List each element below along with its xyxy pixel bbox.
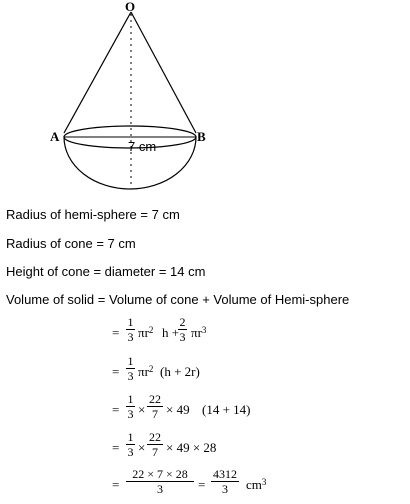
pi-r-squared: $\pi r^2$ [138,325,154,340]
radius-hemisphere-text: Radius of hemi-sphere = 7 cm [6,207,180,222]
denominator: 3 [222,482,228,496]
equals-sign: = [112,325,120,340]
numerator: 4312 [213,467,237,481]
paren-14-plus-14: (14 + 14) [202,402,251,417]
math-row-2 [112,355,252,387]
equals-sign: = [112,477,120,492]
fraction-result [211,468,239,495]
numerator: 22 [149,392,161,406]
fraction-product [126,468,194,495]
times-49-times-28: × 49 × 28 [166,440,217,455]
denominator: 3 [157,482,163,496]
unit-cm-cubed: $cm^3$ [246,477,267,492]
label-b: B [197,129,206,144]
numerator: 1 [127,315,134,329]
pi-r-squared: $\pi r^2$ [138,364,154,379]
math-row-1 [112,316,252,348]
fraction-one-third [126,316,135,343]
numerator: 2 [179,315,186,329]
fraction-one-third [126,355,135,382]
label-diameter: 7 cm [128,139,157,154]
fraction-two-thirds [178,316,187,343]
numerator: 1 [127,354,134,368]
math-row-4 [112,431,312,463]
fraction-one-third [126,431,135,458]
denominator: 3 [127,369,134,383]
height-cone-text: Height of cone = diameter = 14 cm [6,264,206,279]
times-49: × 49 [166,402,190,417]
label-a: A [50,129,60,144]
equals-sign: = [112,364,120,379]
fraction-22-7 [147,393,163,420]
equals-sign: = [198,477,206,492]
denominator: 3 [127,330,134,344]
cone-right-edge [131,12,196,133]
denominator: 3 [179,330,186,344]
denominator: 3 [127,445,134,459]
equals-sign: = [112,402,120,417]
cone-left-edge [64,12,131,133]
numerator: 22 × 7 × 28 [132,467,188,481]
numerator: 22 [149,430,161,444]
fraction-one-third [126,393,135,420]
times-sign: × [138,440,146,455]
h-plus: h + [162,325,180,340]
fraction-22-7 [147,431,163,458]
denominator: 3 [127,407,134,421]
volume-solid-text: Volume of solid = Volume of cone + Volume of Hemi-sphere [6,292,350,307]
numerator: 1 [127,392,134,406]
numerator: 1 [127,430,134,444]
radius-cone-text: Radius of cone = 7 cm [6,236,136,251]
times-sign: × [138,402,146,417]
denominator: 7 [152,407,158,421]
denominator: 7 [152,445,158,459]
label-apex: O [125,0,136,14]
cone-hemisphere-figure [40,0,230,200]
equals-sign: = [112,440,120,455]
h-plus-2r: (h + 2r) [160,364,200,379]
math-row-5 [112,468,332,500]
pi-r-cubed: $\pi r^3$ [191,325,207,340]
math-row-3 [112,393,312,425]
